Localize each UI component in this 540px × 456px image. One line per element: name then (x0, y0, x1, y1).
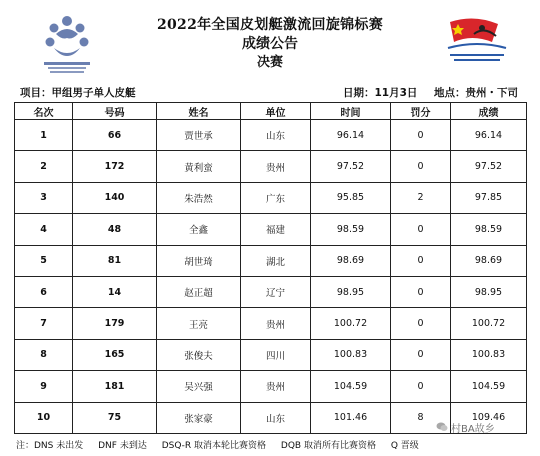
rank-cell: 8 (15, 339, 73, 370)
note-dnf: DNF 未到达 (98, 441, 147, 451)
event-date: 日期：11月3日 (343, 87, 418, 99)
column-header-bib: 号码 (73, 103, 157, 120)
document-title: 2022年全国皮划艇激流回旋锦标赛 (156, 17, 384, 33)
penalty-cell: 0 (391, 339, 451, 370)
penalty-cell: 0 (391, 120, 451, 151)
unit-cell: 贵州 (241, 151, 311, 182)
event-name: 项目：甲组男子单人皮艇 (20, 87, 136, 99)
result-cell: 98.59 (451, 214, 527, 245)
document-subtitle: 成绩公告 (242, 36, 298, 52)
column-header-rank: 名次 (15, 103, 73, 120)
athlete-name-cell: 赵正超 (157, 276, 241, 307)
footer-notes (16, 438, 431, 451)
wechat-icon (436, 422, 448, 435)
result-cell: 98.95 (451, 276, 527, 307)
table-row (15, 182, 527, 213)
penalty-cell: 2 (391, 182, 451, 213)
unit-cell: 广东 (241, 182, 311, 213)
athlete-name-cell: 贾世承 (157, 120, 241, 151)
athlete-name-cell: 王亮 (157, 308, 241, 339)
bib-cell: 14 (73, 276, 157, 307)
result-cell: 96.14 (451, 120, 527, 151)
time-cell: 98.69 (311, 245, 391, 276)
column-header-time: 时间 (311, 103, 391, 120)
table-row (15, 308, 527, 339)
bib-cell: 179 (73, 308, 157, 339)
result-cell: 100.83 (451, 339, 527, 370)
table-row (15, 120, 527, 151)
bib-cell: 48 (73, 214, 157, 245)
rank-cell: 3 (15, 182, 73, 213)
rank-cell: 6 (15, 276, 73, 307)
athlete-name-cell: 胡世琦 (157, 245, 241, 276)
rank-cell: 9 (15, 371, 73, 402)
column-header-name: 姓名 (157, 103, 241, 120)
table-header-row (15, 103, 527, 120)
bib-cell: 75 (73, 402, 157, 433)
athlete-name-cell: 吴兴强 (157, 371, 241, 402)
bib-cell: 181 (73, 371, 157, 402)
table-row (15, 245, 527, 276)
note-q: Q 晋级 (390, 441, 419, 451)
result-cell: 97.52 (451, 151, 527, 182)
table-row (15, 276, 527, 307)
result-cell: 97.85 (451, 182, 527, 213)
time-cell: 96.14 (311, 120, 391, 151)
penalty-cell: 8 (391, 402, 451, 433)
table-row (15, 214, 527, 245)
time-cell: 101.46 (311, 402, 391, 433)
bib-cell: 165 (73, 339, 157, 370)
penalty-cell: 0 (391, 308, 451, 339)
note-dns: 注：DNS 未出发 (16, 441, 84, 451)
table-row (15, 151, 527, 182)
result-cell: 98.69 (451, 245, 527, 276)
rank-cell: 4 (15, 214, 73, 245)
watermark-text: 村BA故乡 (451, 424, 495, 435)
athlete-name-cell: 张俊夫 (157, 339, 241, 370)
unit-cell: 湖北 (241, 245, 311, 276)
time-cell: 95.85 (311, 182, 391, 213)
note-dqb: DQB 取消所有比赛资格 (280, 441, 376, 451)
bib-cell: 81 (73, 245, 157, 276)
results-table (14, 102, 527, 434)
time-cell: 104.59 (311, 371, 391, 402)
watermark (436, 420, 495, 435)
rank-cell: 2 (15, 151, 73, 182)
time-cell: 97.52 (311, 151, 391, 182)
unit-cell: 辽宁 (241, 276, 311, 307)
result-cell: 109.46 (451, 402, 527, 433)
athlete-name-cell: 全鑫 (157, 214, 241, 245)
athlete-name-cell: 黄利蛮 (157, 151, 241, 182)
rank-cell: 7 (15, 308, 73, 339)
rank-cell: 10 (15, 402, 73, 433)
time-cell: 100.72 (311, 308, 391, 339)
note-dsq-r: DSQ-R 取消本轮比赛资格 (161, 441, 267, 451)
unit-cell: 山东 (241, 120, 311, 151)
result-cell: 100.72 (451, 308, 527, 339)
time-cell: 98.59 (311, 214, 391, 245)
time-cell: 100.83 (311, 339, 391, 370)
athlete-name-cell: 张家豪 (157, 402, 241, 433)
event-venue: 地点：贵州・下司 (434, 87, 518, 99)
rank-cell: 1 (15, 120, 73, 151)
unit-cell: 贵州 (241, 371, 311, 402)
penalty-cell: 0 (391, 214, 451, 245)
column-header-unit: 单位 (241, 103, 311, 120)
bib-cell: 172 (73, 151, 157, 182)
unit-cell: 山东 (241, 402, 311, 433)
stage-label: 决赛 (256, 55, 283, 70)
penalty-cell: 0 (391, 371, 451, 402)
column-header-penalty: 罚分 (391, 103, 451, 120)
athlete-name-cell: 朱浩然 (157, 182, 241, 213)
unit-cell: 福建 (241, 214, 311, 245)
table-row (15, 339, 527, 370)
bib-cell: 140 (73, 182, 157, 213)
event-meta (20, 85, 526, 101)
penalty-cell: 0 (391, 245, 451, 276)
time-cell: 98.95 (311, 276, 391, 307)
table-row (15, 371, 527, 402)
unit-cell: 四川 (241, 339, 311, 370)
column-header-result: 成绩 (451, 103, 527, 120)
rank-cell: 5 (15, 245, 73, 276)
penalty-cell: 0 (391, 276, 451, 307)
bib-cell: 66 (73, 120, 157, 151)
unit-cell: 贵州 (241, 308, 311, 339)
result-cell: 104.59 (451, 371, 527, 402)
penalty-cell: 0 (391, 151, 451, 182)
